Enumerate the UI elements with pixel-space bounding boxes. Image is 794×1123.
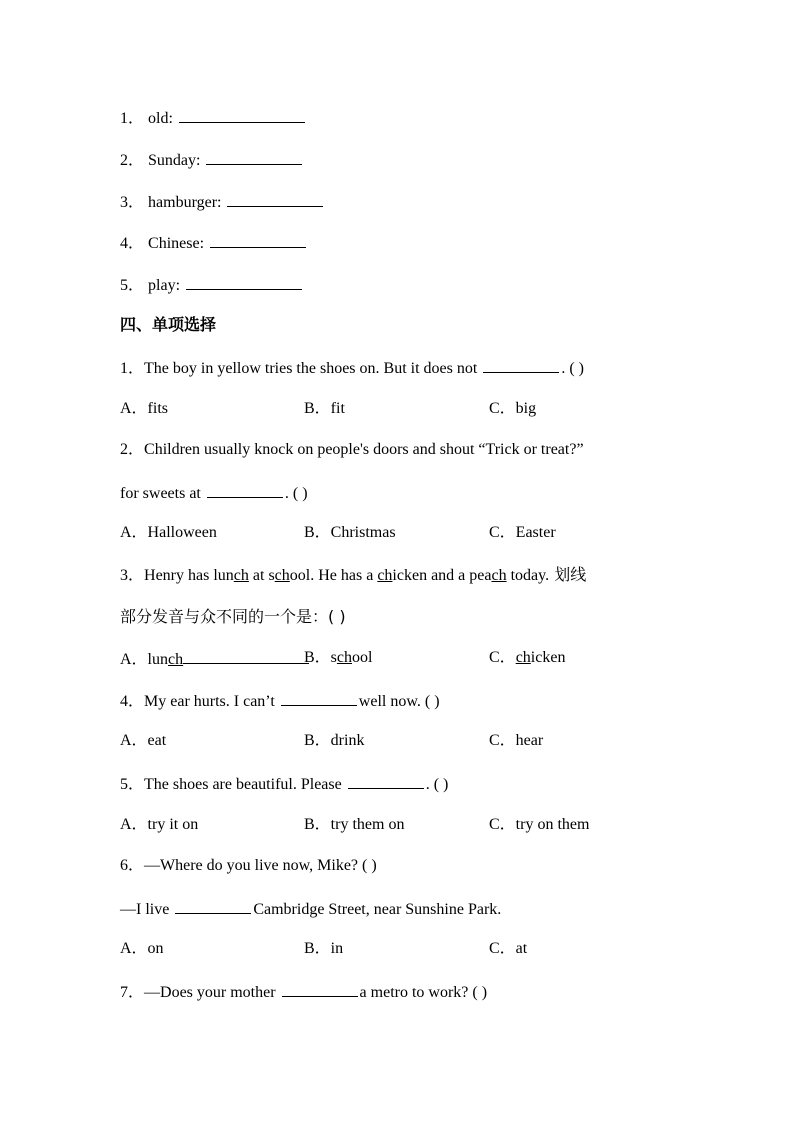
question-number: 4． bbox=[120, 693, 145, 710]
underlined-letters: ch bbox=[515, 649, 531, 666]
underlined-letters: ch bbox=[491, 567, 507, 584]
section-heading: 四、单项选择 bbox=[120, 315, 217, 334]
item-number: 4． bbox=[120, 235, 145, 252]
question-4 bbox=[120, 689, 440, 711]
text-part: ool. He has a bbox=[289, 567, 378, 584]
question-text: The shoes are beautiful. Please bbox=[144, 776, 342, 793]
text-part: at s bbox=[248, 567, 275, 584]
vocab-word: Sunday: bbox=[148, 152, 201, 169]
underlined-letters: ch bbox=[168, 651, 184, 668]
question-text-end: Cambridge Street, near Sunshine Park. bbox=[253, 901, 502, 918]
answer-blank[interactable] bbox=[348, 772, 424, 789]
question-number: 6． bbox=[120, 857, 145, 874]
question-3 bbox=[120, 564, 586, 586]
question-number: 1． bbox=[120, 360, 145, 377]
option-label: C． bbox=[489, 649, 516, 666]
option-c[interactable] bbox=[489, 647, 565, 669]
question-6 bbox=[120, 855, 377, 877]
text-part: today. bbox=[506, 567, 550, 584]
option-c[interactable]: C．try on them bbox=[489, 816, 590, 833]
text-part: Henry has lun bbox=[144, 567, 234, 584]
item-number: 3． bbox=[120, 194, 145, 211]
vocab-item-4 bbox=[120, 231, 308, 253]
option-c[interactable]: C．Easter bbox=[489, 524, 556, 541]
option-b[interactable]: B．drink bbox=[304, 732, 365, 749]
vocab-word: old: bbox=[148, 110, 173, 127]
question-7 bbox=[120, 980, 487, 1002]
option-a[interactable]: A．Halloween bbox=[120, 524, 217, 541]
vocab-item-1 bbox=[120, 106, 307, 128]
question-2 bbox=[120, 439, 584, 461]
underlined-letters: ch bbox=[336, 649, 353, 666]
instruction-text: 划线 bbox=[549, 565, 587, 584]
item-number: 2． bbox=[120, 152, 145, 169]
option-c[interactable]: C．hear bbox=[489, 732, 544, 749]
question-text-end: well now. ( ) bbox=[358, 693, 440, 710]
option-label: A．lun bbox=[120, 651, 169, 668]
question-number: 3． bbox=[120, 567, 145, 584]
option-c[interactable]: C．at bbox=[489, 940, 528, 957]
answer-blank[interactable] bbox=[186, 273, 302, 290]
vocab-item-3 bbox=[120, 190, 325, 212]
question-text: —Where do you live now, Mike? ( ) bbox=[144, 857, 377, 874]
question-5 bbox=[120, 772, 448, 794]
item-number: 1． bbox=[120, 110, 145, 127]
option-c[interactable]: C．big bbox=[489, 400, 537, 417]
answer-blank[interactable] bbox=[175, 897, 251, 914]
option-a[interactable]: A．on bbox=[120, 940, 164, 957]
question-6-line-2 bbox=[120, 897, 501, 919]
underlined-letters: ch bbox=[377, 567, 393, 584]
text-part: icken and a pea bbox=[392, 567, 492, 584]
underlined-letters: ch bbox=[233, 567, 249, 584]
option-b[interactable]: B．Christmas bbox=[304, 524, 396, 541]
underlined-letters: ch bbox=[274, 567, 290, 584]
option-underline bbox=[183, 647, 309, 664]
question-text-end: . ( ) bbox=[561, 360, 584, 377]
question-text: Children usually knock on people's doors and shout “Trick or treat?” bbox=[144, 441, 584, 458]
question-text: The boy in yellow tries the shoes on. But it does not bbox=[144, 360, 478, 377]
option-b[interactable]: B．in bbox=[304, 940, 344, 957]
question-2-line-2 bbox=[120, 481, 308, 503]
item-number: 5． bbox=[120, 277, 145, 294]
option-b[interactable] bbox=[304, 647, 372, 669]
question-number: 2． bbox=[120, 441, 145, 458]
option-a[interactable]: A．try it on bbox=[120, 816, 199, 833]
question-text: for sweets at bbox=[120, 485, 201, 502]
option-label-end: ool bbox=[352, 649, 373, 666]
option-label-end: icken bbox=[530, 649, 566, 666]
question-text-end: . ( ) bbox=[284, 485, 308, 502]
option-a[interactable]: A．fits bbox=[120, 400, 169, 417]
answer-blank[interactable] bbox=[210, 231, 306, 248]
vocab-item-5 bbox=[120, 273, 304, 295]
vocab-word: play: bbox=[148, 277, 181, 294]
question-text: —I live bbox=[120, 901, 170, 918]
question-number: 5． bbox=[120, 776, 145, 793]
answer-blank[interactable] bbox=[206, 148, 302, 165]
option-a[interactable] bbox=[120, 647, 309, 669]
answer-blank[interactable] bbox=[281, 689, 357, 706]
vocab-word: hamburger: bbox=[148, 194, 222, 211]
option-b[interactable]: B．fit bbox=[304, 400, 345, 417]
answer-blank[interactable] bbox=[483, 356, 559, 373]
vocab-word: Chinese: bbox=[148, 235, 205, 252]
answer-blank[interactable] bbox=[207, 481, 283, 498]
question-text-end: . ( ) bbox=[425, 776, 449, 793]
vocab-item-2 bbox=[120, 148, 304, 170]
answer-blank[interactable] bbox=[227, 190, 323, 207]
option-b[interactable]: B．try them on bbox=[304, 816, 405, 833]
question-text-end: a metro to work? ( ) bbox=[359, 984, 488, 1001]
option-label: B．s bbox=[304, 649, 337, 666]
option-a[interactable]: A．eat bbox=[120, 732, 167, 749]
answer-blank[interactable] bbox=[282, 980, 358, 997]
question-1 bbox=[120, 356, 584, 378]
question-number: 7． bbox=[120, 984, 145, 1001]
question-text: My ear hurts. I can’t bbox=[144, 693, 275, 710]
question-text: —Does your mother bbox=[144, 984, 276, 1001]
answer-blank[interactable] bbox=[179, 106, 305, 123]
question-3-line-2: 部分发音与众不同的一个是：( ) bbox=[120, 607, 346, 626]
